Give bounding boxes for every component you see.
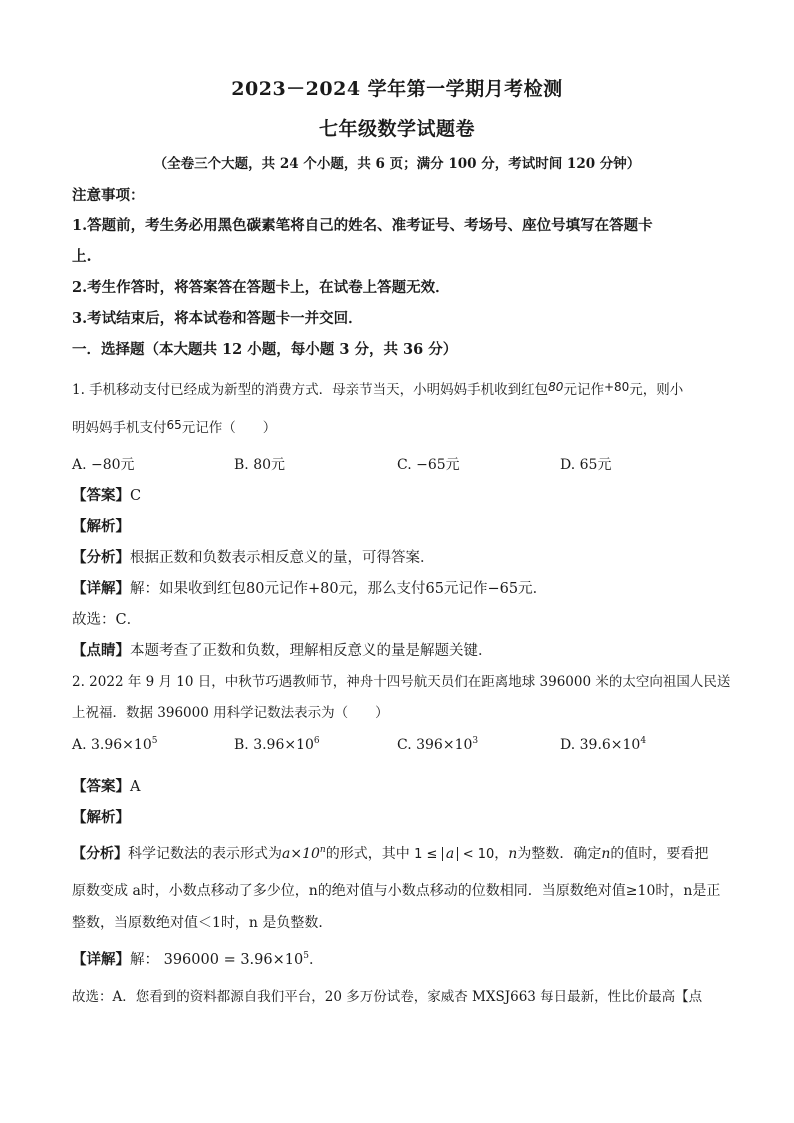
q1-option-c: C. −65元 bbox=[397, 457, 460, 473]
q1-fenxi: 【分析】根据正数和负数表示相反意义的量，可得答案． bbox=[72, 549, 435, 566]
section-heading: 一．选择题（本大题共 12 小题，每小题 3 分，共 36 分） bbox=[72, 341, 458, 358]
q1-xiangjie: 【详解】解：如果收到红包80元记作+80元，那么支付65元记作−65元． bbox=[72, 580, 548, 597]
exam-info: （全卷三个大题，共 24 个小题，共 6 页；满分 100 分，考试时间 120 分钟） bbox=[153, 156, 641, 172]
notice-heading: 注意事项： bbox=[72, 187, 145, 204]
question-2-line-1: 2. 2022 年 9 月 10 日，中秋节巧遇教师节，神舟十四号航天员们在距离地球 396000 米的太空向祖国人民送 bbox=[72, 674, 731, 690]
q2-option-c: C. $396\times 10^3$ bbox=[397, 736, 479, 753]
q2-fenxi-line-1: 【分析】科学记数法的表示形式为$a\times 10^n$的形式，其中 1 ≤ a < 10，n为整数．确定n的值时，要看把 bbox=[72, 845, 709, 862]
q2-choice: 故选：A．您看到的资料都源自我们平台，20 多万份试卷，家威杏 MXSJ663 每日最新，性比价最高【点 bbox=[72, 989, 703, 1005]
notice-item-2: 2.考生作答时，将答案答在答题卡上，在试卷上答题无效． bbox=[72, 279, 450, 296]
exam-subject-title: 七年级数学试题卷 bbox=[318, 118, 475, 140]
q1-option-a: A. −80元 bbox=[72, 457, 135, 473]
question-1-line-2: 明妈妈手机支付65元记作（ ） bbox=[72, 418, 277, 436]
q2-analysis-label: 【解析】 bbox=[72, 809, 130, 826]
notice-item-3: 3.考试结束后，将本试卷和答题卡一并交回． bbox=[72, 310, 363, 327]
q2-fenxi-line-3: 整数，当原数绝对值＜1时，n 是负整数． bbox=[72, 915, 333, 931]
q1-answer: 【答案】C bbox=[72, 487, 142, 504]
absolute-value: a bbox=[442, 847, 458, 861]
notice-item-1: 1.答题前，考生务必用黑色碳素笔将自己的姓名、准考证号、考场号、座位号填写在答题卡 bbox=[72, 217, 653, 234]
question-2-line-2: 上祝福．数据 396000 用科学记数法表示为（ ） bbox=[72, 705, 389, 721]
q1-dianjing: 【点睛】本题考查了正数和负数，理解相反意义的量是解题关键． bbox=[72, 642, 493, 659]
q1-option-b: B. 80元 bbox=[234, 457, 286, 473]
q1-analysis-label: 【解析】 bbox=[72, 518, 130, 535]
question-1-line-1: 1. 手机移动支付已经成为新型的消费方式．母亲节当天，小明妈妈手机收到红包80元记作+80元，则小 bbox=[72, 380, 684, 398]
q2-option-b: B. $3.96\times 10^6$ bbox=[234, 736, 320, 753]
exam-title: 2023－2024 学年第一学期月考检测 bbox=[231, 78, 563, 100]
q1-option-d: D. 65元 bbox=[560, 457, 612, 473]
q2-option-a: A. $3.96\times 10^5$ bbox=[72, 736, 158, 753]
q2-fenxi-line-2: 原数变成 a时，小数点移动了多少位，n的绝对值与小数点移动的位数相同．当原数绝对值≥10时，n是正 bbox=[72, 883, 721, 899]
q1-choice: 故选：C． bbox=[72, 612, 142, 628]
q2-xiangjie: 【详解】解： $396000 = 3.96\times 10^5$． bbox=[72, 951, 324, 968]
q2-option-d: D. $39.6\times 10^4$ bbox=[560, 736, 647, 753]
q2-answer: 【答案】A bbox=[72, 778, 141, 795]
notice-item-1-cont: 上. bbox=[72, 248, 92, 265]
